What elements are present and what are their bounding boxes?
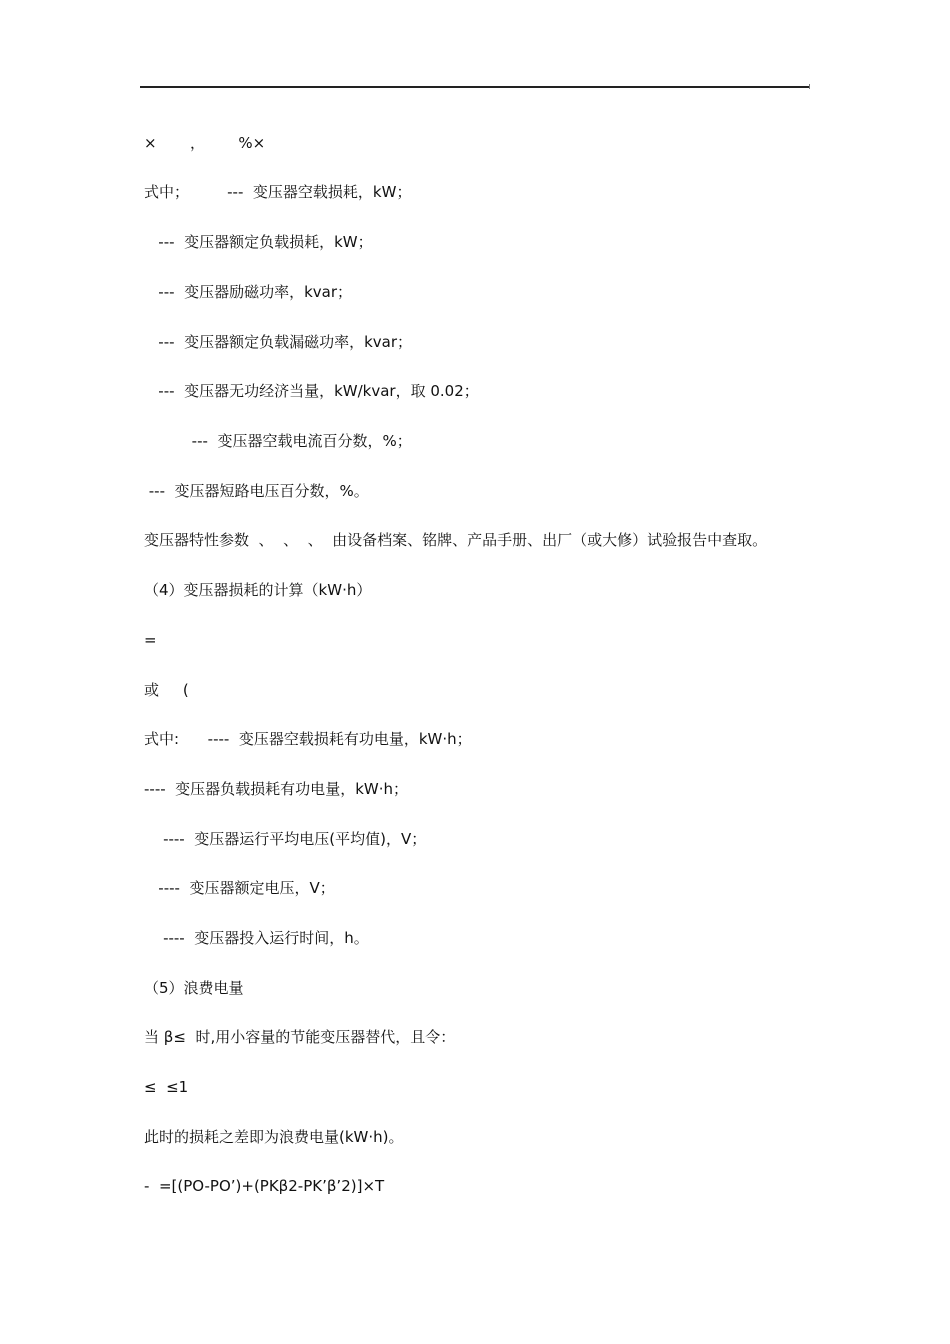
header-rule-tick [809, 84, 810, 89]
section-heading: （5）浪费电量 [144, 979, 244, 997]
text-line: --- 变压器额定负载损耗，kW； [144, 233, 373, 251]
text-line: ---- 变压器运行平均电压(平均值)，V； [144, 830, 427, 848]
text-line: ---- 变压器投入运行时间，h。 [144, 929, 369, 947]
formula-line: × ， %× [144, 134, 266, 152]
header-rule [140, 86, 810, 88]
text-line: --- 变压器额定负载漏磁功率，kvar； [144, 333, 413, 351]
formula-line: - =[(PO-PO’)+(PKβ2-PK’β’2)]×T [144, 1177, 385, 1195]
formula-line: = [144, 631, 157, 649]
formula-line: 或 ( [144, 681, 189, 699]
text-line: 式中； --- 变压器空载损耗，kW； [144, 183, 412, 201]
text-line: --- 变压器短路电压百分数，%。 [144, 482, 369, 500]
text-line: ---- 变压器额定电压，V； [144, 879, 335, 897]
text-line: 此时的损耗之差即为浪费电量(kW·h)。 [144, 1128, 404, 1146]
formula-line: ≤ ≤1 [144, 1078, 189, 1096]
text-line: ---- 变压器负载损耗有功电量，kW·h； [144, 780, 408, 798]
text-line: --- 变压器励磁功率，kvar； [144, 283, 353, 301]
text-line: --- 变压器无功经济当量，kW/kvar，取 0.02； [144, 382, 479, 400]
text-line: 变压器特性参数 、 、 、 由设备档案、铭牌、产品手册、出厂（或大修）试验报告中查取。 [144, 531, 768, 549]
section-heading: （4）变压器损耗的计算（kW·h） [144, 581, 372, 599]
text-line: 当 β≤ 时,用小容量的节能变压器替代，且令： [144, 1028, 456, 1046]
text-line: 式中: ---- 变压器空载损耗有功电量，kW·h； [144, 730, 472, 748]
text-line: --- 变压器空载电流百分数，%； [144, 432, 412, 450]
